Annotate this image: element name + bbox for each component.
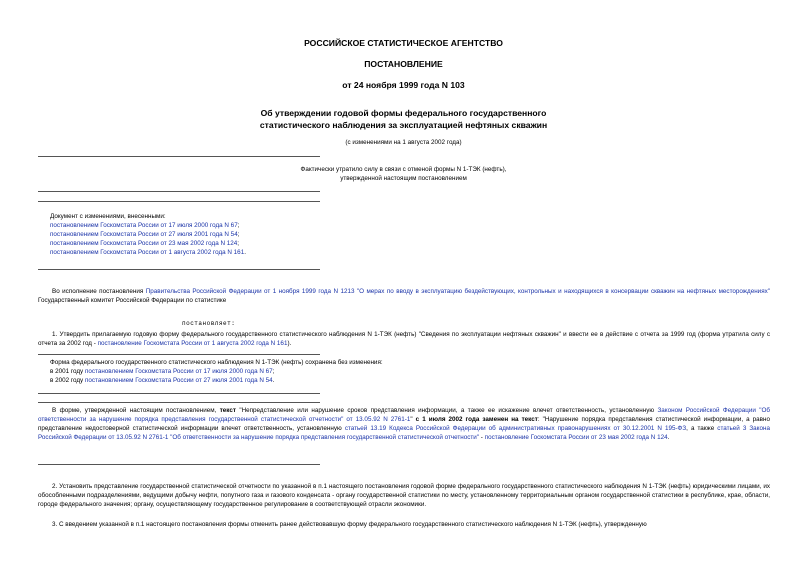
amendment-link[interactable]: постановлением Госкомстата России от 1 августа 2002 года N 161: [50, 248, 245, 256]
amendment-link[interactable]: постановлением Госкомстата России от 23 мая 2002 года N 124: [50, 239, 238, 247]
kept-note: [50, 359, 550, 386]
divider: [38, 354, 320, 355]
amendment-link[interactable]: постановлением Госкомстата России от 17 июля 2000 года N 67: [50, 221, 238, 229]
decree-word: постановляет:: [182, 320, 236, 327]
amendments-block: [50, 213, 450, 258]
divider: [38, 402, 320, 403]
doc-type: ПОСТАНОВЛЕНИЕ: [364, 59, 443, 69]
code-article-link[interactable]: статьей 13.19 Кодекса Российской Федерации об административных правонарушениях от 30.12.2001 N 195-ФЗ: [344, 424, 687, 432]
revision-note: (с изменениями на 1 августа 2002 года): [345, 139, 462, 146]
resolution-link[interactable]: постановление Госкомстата России от 23 мая 2002 года N 124: [484, 433, 668, 441]
status-line1: Фактически утратило силу в связи с отменой формы N 1-ТЭК (нефть),: [300, 166, 507, 173]
status-note: [0, 166, 807, 184]
status-line2: утвержденной настоящим постановлением: [340, 174, 467, 182]
government-decree-link[interactable]: Правительства Российской Федерации от 1 ноября 1999 года N 1213 "О мерах по вводу в эксплуатацию бездействующих, контрольных и находящихся в консервации скважин на нефтяных месторождениях": [145, 288, 770, 295]
divider: [38, 156, 320, 157]
amendments-heading: Документ с изменениями, внесенными:: [50, 213, 166, 220]
divider: [38, 393, 320, 394]
item-3: 3. С введением указанной в п.1 настоящего постановления формы отменить ранее действовавшую форму федерального государственного статистического наблюдения N 1-ТЭК (нефть), утвержденную: [52, 521, 647, 528]
form-note: В форме, утвержденной настоящим постановлением, текст "Непредставление или нарушение сроков представления информации, а также ее искажение влечет ответственность, установленную Законом Российской Федерации "Об ответственности за нарушение порядка представления государственной статистической отчетности" от 13.05.92 N 2761-1" с 1 июля 2002 года заменен на текст: "Нарушение порядка представления статистической информации, а равно представление недостоверной статистической информации влечет ответственность, установленную статьей 13.19 Кодекса Российской Федерации об административных правонарушениях от 30.12.2001 N 195-ФЗ, а также статьей 3 Закона Российской Федерации от 13.05.92 N 2761-1 "Об ответственности за нарушение порядка представления государственной статистической отчетности" - постановление Госкомстата России от 23 мая 2002 года N 124.: [38, 407, 770, 441]
doc-title-line1: Об утверждении годовой формы федерального государственного: [260, 108, 547, 118]
amendment-link[interactable]: постановлением Госкомстата России от 27 июля 2001 года N 54: [50, 230, 238, 238]
law-link[interactable]: Законом Российской Федерации "Об ответственности за нарушение порядка представления государственной статистической отчетности" от 13.05.92 N 2761-1: [38, 407, 770, 423]
item1-link[interactable]: постановление Госкомстата России от 1 августа 2002 года N 161: [97, 339, 288, 347]
amendment-item: постановлением Госкомстата России от 1 августа 2002 года N 161.: [50, 248, 246, 256]
kept-note-heading: Форма федерального государственного статистического наблюдения N 1-ТЭК (нефть) сохранена без изменения:: [50, 359, 383, 366]
kept-note-line: в 2002 году постановлением Госкомстата России от 27 июля 2001 года N 54.: [50, 376, 275, 384]
divider: [38, 191, 320, 192]
divider: [38, 269, 320, 270]
amendment-item: постановлением Госкомстата России от 23 мая 2002 года N 124;: [50, 239, 239, 247]
doc-title-line2: статистического наблюдения за эксплуатацией нефтяных скважин: [259, 120, 548, 130]
amendment-item: постановлением Госкомстата России от 27 июля 2001 года N 54;: [50, 230, 240, 238]
item-1: 1. Утвердить прилагаемую годовую форму федерального государственного статистического наблюдения N 1-ТЭК (нефть) "Сведения по эксплуатации нефтяных скважин" и ввести ее в действие с отчета за 1999 год (форма утратила силу с отчета за 2002 год - постановление Госкомстата России от 1 августа 2002 года N 161).: [38, 331, 770, 347]
law-article-link[interactable]: статьей 3 Закона Российской Федерации от 13.05.92 N 2761-1 "Об ответственности за нарушение порядка представления государственной статистической отчетности": [38, 424, 770, 441]
item-2: 2. Установить представление государственной статистической отчетности по указанной в п.1 настоящего постановления годовой форме федерального государственного статистического наблюдения N 1-ТЭК (нефть) юридическими лицами, их обособленными подразделениями, ведущими добычу нефти, попутного газа и газового конденсата - органу государственной статистики по месту, установленному территориальным органом государственной статистики в республике, крае, области, городе федерального значения; органу, осуществляющему государственное регулирование в соответствующей отрасли экономики.: [38, 483, 770, 508]
doc-date: от 24 ноября 1999 года N 103: [342, 80, 465, 90]
amendment-item: постановлением Госкомстата России от 17 июля 2000 года N 67;: [50, 221, 240, 229]
kept-note-line: в 2001 году постановлением Госкомстата России от 17 июля 2000 года N 67;: [50, 367, 275, 375]
preamble: Во исполнение постановления Правительства Российской Федерации от 1 ноября 1999 года N 1213 "О мерах по вводу в эксплуатацию бездействующих, контрольных и находящихся в консервации скважин на нефтяных месторождениях" Государственный комитет Российской Федерации по статистике: [38, 288, 770, 304]
agency-name: РОССИЙСКОЕ СТАТИСТИЧЕСКОЕ АГЕНТСТВО: [304, 38, 503, 48]
kept-note-link[interactable]: постановлением Госкомстата России от 17 июля 2000 года N 67: [84, 367, 273, 375]
divider: [38, 201, 320, 202]
kept-note-link[interactable]: постановлением Госкомстата России от 27 июля 2001 года N 54: [84, 376, 273, 384]
divider: [38, 464, 320, 465]
